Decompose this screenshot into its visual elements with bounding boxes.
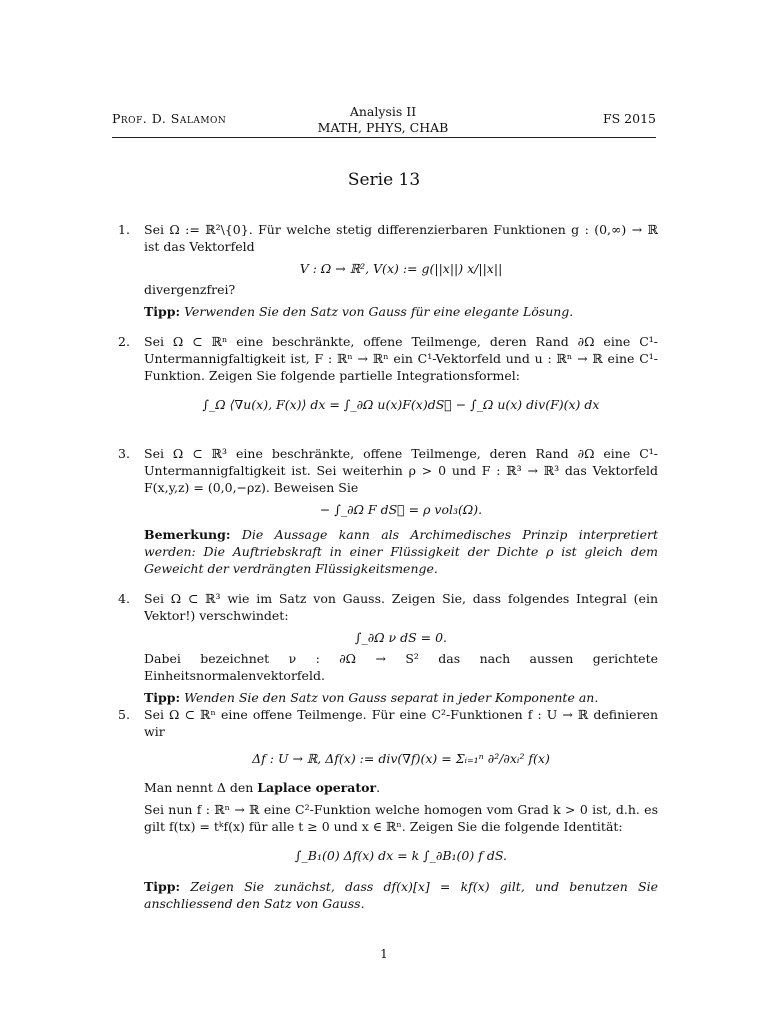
problem-text: Sei Ω := ℝ²\{0}. Für welche stetig differenzierbaren Funktionen g : (0,∞) → ℝ ist das Vektorfeld	[144, 222, 658, 254]
laplace-term: Laplace operator	[257, 780, 377, 795]
problem-text-2: Sei nun f : ℝⁿ → ℝ eine C²-Funktion welche homogen vom Grad k > 0 ist, d.h. es gilt f(tx) = tᵏf(x) für alle t ≥ 0 und x ∈ ℝⁿ. Zeigen Sie die folgende Identität:	[144, 802, 658, 834]
remark-label: Bemerkung:	[144, 527, 231, 542]
problem-text: Sei Ω ⊂ ℝ³ wie im Satz von Gauss. Zeigen Sie, dass folgendes Integral (ein Vektor!) verschwindet:	[144, 591, 658, 623]
problem-number: 5.	[118, 707, 130, 722]
problem-number: 4.	[118, 591, 130, 606]
problem-equation: Δf : U → ℝ, Δf(x) := div(∇f)(x) = Σᵢ₌₁ⁿ ∂²/∂xᵢ² f(x)	[252, 751, 550, 766]
problem-number: 3.	[118, 446, 130, 461]
problem-5	[118, 706, 658, 917]
header-course	[300, 104, 466, 136]
tip-text: Verwenden Sie den Satz von Gauss für eine elegante Lösung.	[184, 304, 574, 319]
problem-remark	[144, 526, 658, 577]
page-title: Serie 13	[347, 170, 421, 190]
problem-3	[118, 445, 658, 582]
problem-text: Sei Ω ⊂ ℝⁿ eine offene Teilmenge. Für eine C²-Funktionen f : U → ℝ definieren wir	[144, 707, 658, 739]
problem-number: 1.	[118, 222, 130, 237]
problem-text: Sei Ω ⊂ ℝ³ eine beschränkte, offene Teilmenge, deren Rand ∂Ω eine C¹-Untermannigfaltigkeit ist. Sei weiterhin ρ > 0 und F : ℝ³ → ℝ³ das Vektorfeld F(x,y,z) = (0,0,−ρz). Beweisen Sie	[144, 446, 658, 495]
problem-tip	[144, 878, 658, 912]
header-term: FS 2015	[602, 111, 656, 126]
page-number: 1	[380, 947, 388, 961]
after-pre: Man nennt Δ den	[144, 780, 258, 795]
problem-after: Dabei bezeichnet ν : ∂Ω → S² das nach aussen gerichtete Einheitsnormalenvektorfeld.	[144, 651, 658, 683]
problem-equation-2: ∫_B₁(0) Δf(x) dx = k ∫_∂B₁(0) f dS.	[295, 848, 507, 863]
problem-equation: V : Ω → ℝ², V(x) := g(||x||) x/||x||	[299, 261, 503, 276]
tip-text: Wenden Sie den Satz von Gauss separat in jeder Komponente an.	[184, 690, 599, 705]
problem-number: 2.	[118, 334, 130, 349]
problem-equation: ∫_Ω ⟨∇u(x), F(x)⟩ dx = ∫_∂Ω u(x)F(x)dS⃗ − ∫_Ω u(x) div(F)(x) dx	[202, 397, 600, 412]
problem-tip	[144, 689, 658, 706]
problem-equation: ∫_∂Ω ν dS = 0.	[354, 630, 448, 645]
problem-4	[118, 590, 658, 711]
problem-after	[144, 779, 658, 796]
remark-text: Die Aussage kann als Archimedisches Prinzip interpretiert werden: Die Auftriebskraft in einer Flüssigkeit der Dichte ρ ist gleich dem Geweicht der verdrängten Flüssigkeitsmenge.	[144, 527, 658, 576]
course-subtitle: MATH, PHYS, CHAB	[317, 120, 449, 135]
problem-1	[118, 221, 658, 325]
problem-text: Sei Ω ⊂ ℝⁿ eine beschränkte, offene Teilmenge, deren Rand ∂Ω eine C¹-Untermannigfaltigkeit ist, F : ℝⁿ → ℝⁿ ein C¹-Vektorfeld und u : ℝⁿ → ℝ eine C¹-Funktion. Zeigen Sie folgende partielle Integrationsformel:	[144, 334, 658, 383]
course-title: Analysis II	[349, 104, 417, 119]
tip-text: Zeigen Sie zunächst, dass df(x)[x] = kf(x) gilt, und benutzen Sie anschliessend den Satz von Gauss.	[144, 879, 658, 911]
header-author: Prof. D. Salamon	[112, 111, 227, 126]
problem-2	[118, 333, 658, 417]
problem-equation: − ∫_∂Ω F dS⃗ = ρ vol₃(Ω).	[319, 502, 483, 517]
after-post: .	[376, 780, 381, 795]
header-rule	[112, 137, 656, 138]
tip-label: Tipp:	[144, 690, 181, 705]
problem-tip	[144, 303, 658, 320]
tip-label: Tipp:	[144, 879, 181, 894]
problem-after: divergenzfrei?	[144, 282, 236, 297]
tip-label: Tipp:	[144, 304, 181, 319]
